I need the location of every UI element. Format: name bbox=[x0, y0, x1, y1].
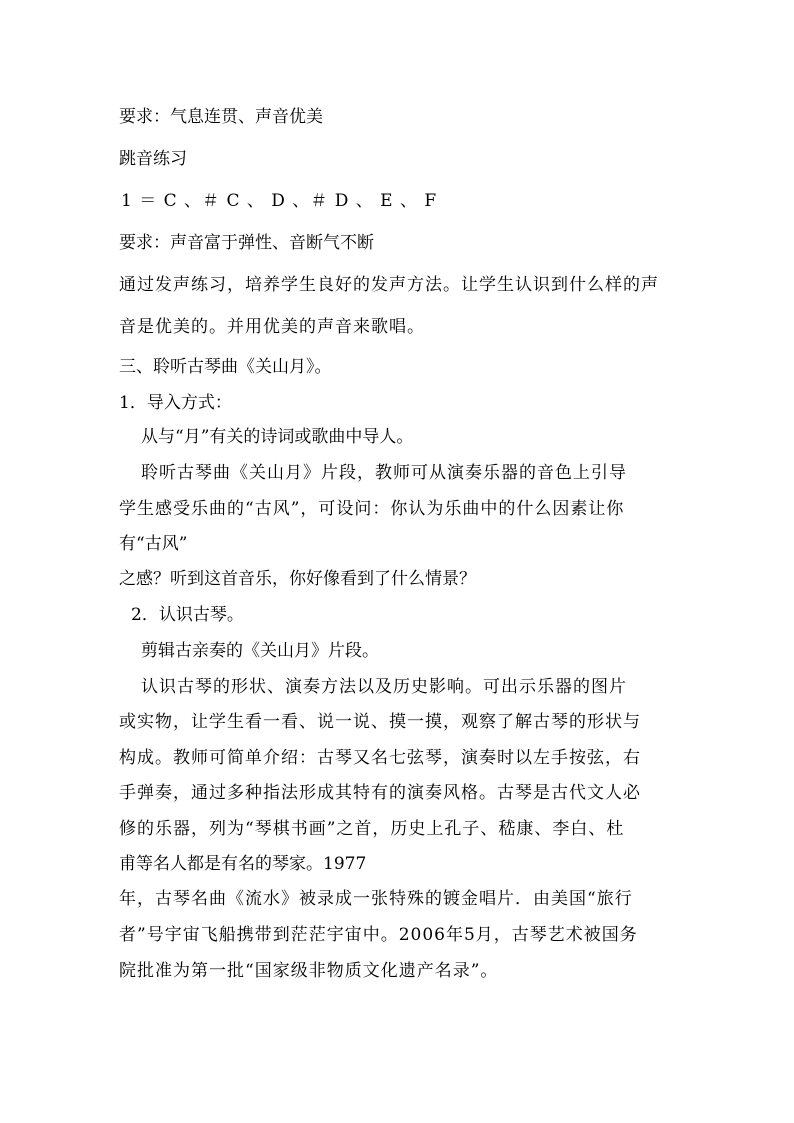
paragraph-line: 构成。教师可简单介绍：古琴又名七弦琴，演奏时以左手按弦，右 bbox=[119, 748, 641, 768]
paragraph-line: 甫等名人都是有名的琴家。1977 bbox=[119, 854, 367, 874]
section-heading-three: 三、聆听古琴曲《关山月》。 bbox=[119, 357, 332, 377]
paragraph-line: 剪辑古亲奏的《关山月》片段。 bbox=[141, 641, 379, 661]
subsection-know-guqin: 2．认识古琴。 bbox=[131, 605, 244, 625]
staccato-practice-heading: 跳音练习 bbox=[119, 149, 187, 169]
paragraph-line: 从与“月”有关的诗词或歌曲中导人。 bbox=[141, 427, 414, 447]
requirement-elastic: 要求：声音富于弹性、音断气不断 bbox=[119, 233, 374, 253]
paragraph-line: 音是优美的。并用优美的声音来歌唱。 bbox=[119, 317, 425, 337]
key-sequence: 1 ＝ C 、＃ C 、 D 、＃ D 、 E 、 F bbox=[121, 191, 438, 211]
requirement-breath: 要求：气息连贯、声音优美 bbox=[119, 107, 323, 127]
paragraph-line: 学生感受乐曲的“古风”，可设问：你认为乐曲中的什么因素让你 bbox=[119, 499, 625, 519]
paragraph-line: 院批准为第一批“国家级非物质文化遗产名录”。 bbox=[119, 961, 499, 981]
paragraph-line: 年，古琴名曲《流水》被录成一张特殊的镀金唱片．由美国“旅行 bbox=[119, 889, 633, 909]
paragraph-line: 有“古风” bbox=[119, 534, 188, 554]
paragraph-line: 修的乐器，列为“琴棋书画”之首，历史上孔子、嵇康、李白、杜 bbox=[119, 819, 625, 839]
paragraph-line: 或实物，让学生看一看、说一说、摸一摸，观察了解古琴的形状与 bbox=[119, 712, 641, 732]
paragraph-line: 者”号宇宙飞船携带到茫茫宇宙中。2006年5月，古琴艺术被国务 bbox=[119, 925, 638, 945]
paragraph-line: 认识古琴的形状、演奏方法以及历史影响。可出示乐器的图片 bbox=[141, 677, 627, 697]
subsection-intro-method: 1．导入方式： bbox=[119, 393, 232, 413]
paragraph-line: 之感？听到这首音乐，你好像看到了什么情景？ bbox=[119, 569, 476, 589]
paragraph-line: 通过发声练习，培养学生良好的发声方法。让学生认识到什么样的声 bbox=[119, 275, 659, 295]
paragraph-line: 聆听古琴曲《关山月》片段，教师可从演奏乐器的音色上引导 bbox=[141, 463, 627, 483]
paragraph-line: 手弹奏，通过多种指法形成其特有的演奏风格。古琴是古代文人必 bbox=[119, 783, 641, 803]
